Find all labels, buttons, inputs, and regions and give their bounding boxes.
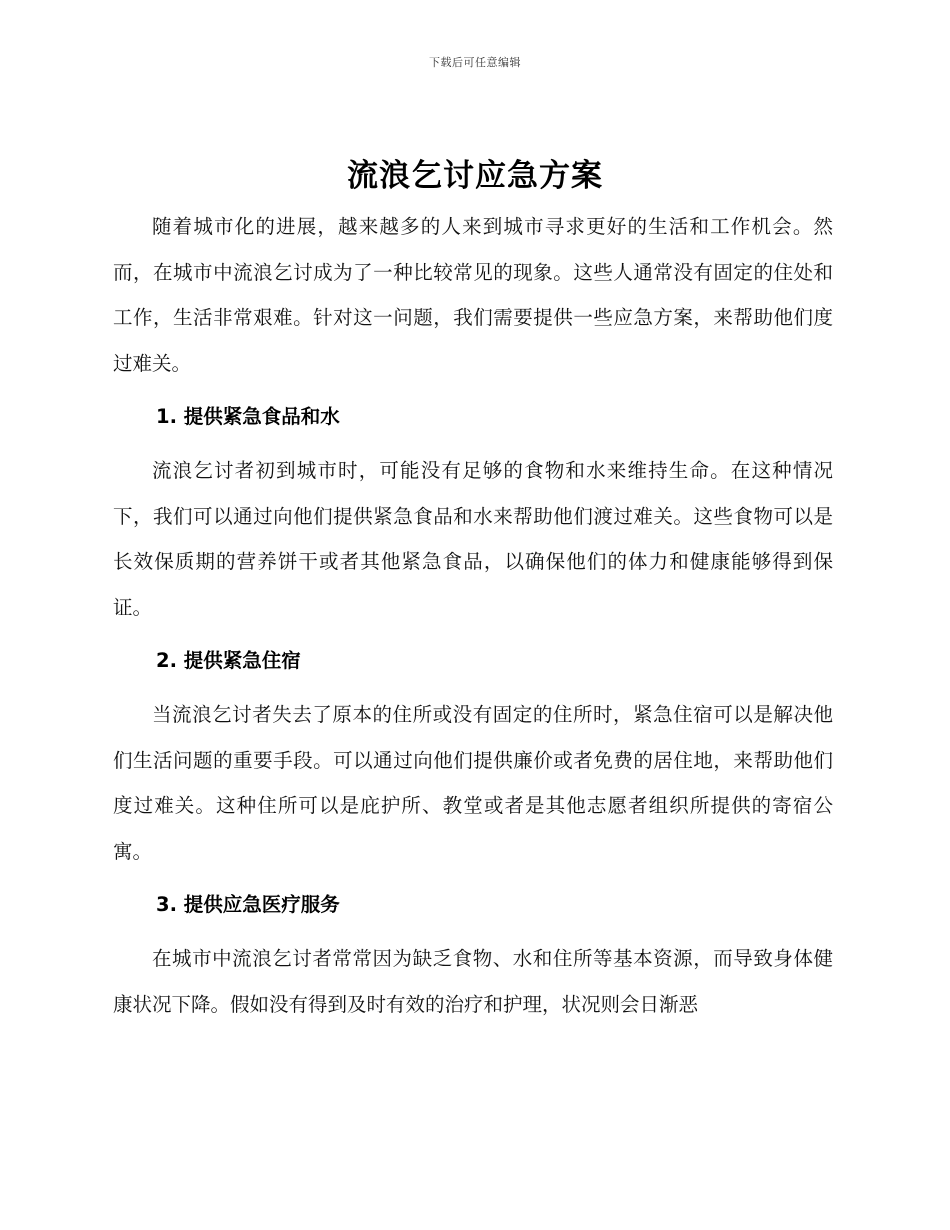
section-heading-food-water: 1. 提供紧急食品和水 [156,405,340,428]
section-paragraph-food-water: 流浪乞讨者初到城市时，可能没有足够的食物和水来维持生命。在这种情况下，我们可以通过向他们提供紧急食品和水来帮助他们渡过难关。这些食物可以是长效保质期的营养饼干或者其他紧急食品，以确保他们的体力和健康能够得到保证。 [113,459,833,619]
section-paragraph-shelter: 当流浪乞讨者失去了原本的住所或没有固定的住所时，紧急住宿可以是解决他们生活问题的重要手段。可以通过向他们提供廉价或者免费的居住地，来帮助他们度过难关。这种住所可以是庇护所、教堂或者是其他志愿者组织所提供的寄宿公寓。 [113,703,833,863]
section-heading-medical: 3. 提供应急医疗服务 [156,893,340,916]
header-note: 下载后可任意编辑 [429,56,521,69]
document-title: 流浪乞讨应急方案 [347,158,603,194]
intro-paragraph: 随着城市化的进展，越来越多的人来到城市寻求更好的生活和工作机会。然而，在城市中流浪乞讨成为了一种比较常见的现象。这些人通常没有固定的住处和工作，生活非常艰难。针对这一问题，我们需要提供一些应急方案，来帮助他们度过难关。 [113,215,833,375]
section-paragraph-medical: 在城市中流浪乞讨者常常因为缺乏食物、水和住所等基本资源，而导致身体健康状况下降。假如没有得到及时有效的治疗和护理，状况则会日渐恶 [113,947,833,1016]
document-body [113,204,833,1027]
section-heading-shelter: 2. 提供紧急住宿 [156,649,301,672]
